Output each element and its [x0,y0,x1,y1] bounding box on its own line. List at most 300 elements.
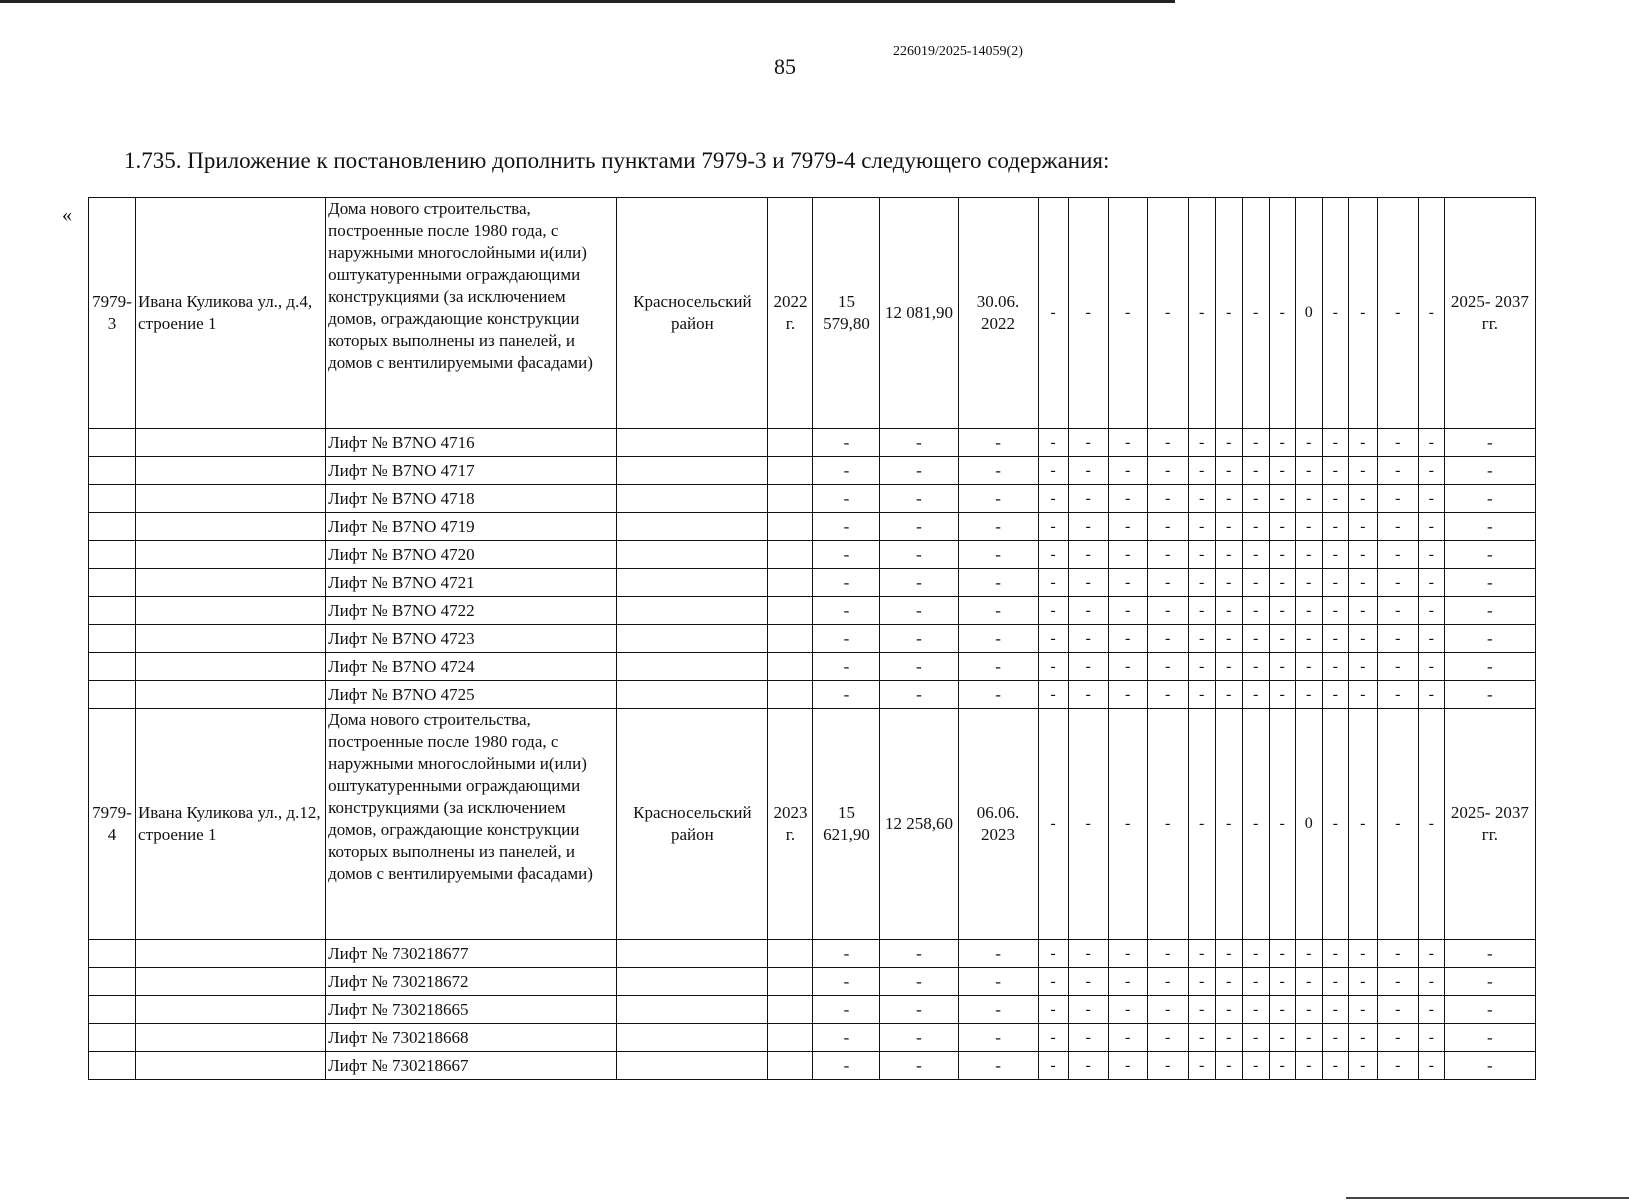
work-type-cell: - [1147,597,1188,625]
work-type-cell: - [1108,597,1147,625]
year-cell [768,429,813,457]
work-type-cell: - [1215,569,1242,597]
date-cell: - [958,681,1038,709]
work-type-cell: - [1418,541,1444,569]
description-cell: Лифт № 730218667 [326,1052,617,1080]
lift-row [89,457,1536,485]
year-cell [768,485,813,513]
district-cell [617,597,768,625]
work-type-cell: - [1418,968,1444,996]
work-type-cell: - [1377,1024,1418,1052]
work-type-cell: - [1108,485,1147,513]
address-cell [136,681,326,709]
lift-row [89,569,1536,597]
work-type-cell: - [1215,485,1242,513]
item-number-cell [89,429,136,457]
work-type-cell: - [1038,485,1068,513]
work-type-cell: - [1108,625,1147,653]
work-type-cell: - [1348,1024,1377,1052]
description-cell: Лифт № B7NO 4716 [326,429,617,457]
work-type-cell: - [1188,457,1215,485]
work-type-cell: - [1377,457,1418,485]
work-type-cell: - [1108,681,1147,709]
description-cell: Лифт № B7NO 4720 [326,541,617,569]
work-type-cell: - [1269,429,1295,457]
work-type-cell: - [1269,457,1295,485]
living-area-cell: - [880,968,958,996]
work-type-cell: - [1295,513,1322,541]
work-type-cell: - [1188,681,1215,709]
work-type-cell: - [1215,653,1242,681]
work-type-cell: - [1322,485,1348,513]
work-type-cell: - [1038,653,1068,681]
work-type-cell: - [1322,996,1348,1024]
address-cell [136,625,326,653]
work-type-cell: - [1188,653,1215,681]
period-cell: 2025- 2037 гг. [1444,709,1535,940]
work-type-cell: - [1068,996,1108,1024]
period-cell: - [1444,940,1535,968]
work-type-cell: - [1038,625,1068,653]
year-cell [768,569,813,597]
work-type-cell: - [1242,541,1269,569]
work-type-cell: - [1068,940,1108,968]
district-cell [617,513,768,541]
district-cell: Красносельский район [617,709,768,940]
work-type-cell: - [1215,513,1242,541]
total-area-cell: - [813,968,880,996]
work-type-cell: - [1322,513,1348,541]
work-type-cell: - [1038,597,1068,625]
total-area-cell: - [813,597,880,625]
work-type-cell: - [1215,681,1242,709]
work-type-cell: - [1377,429,1418,457]
living-area-cell: - [880,541,958,569]
period-cell: - [1444,653,1535,681]
work-type-cell: - [1038,940,1068,968]
work-type-cell: - [1147,457,1188,485]
work-type-cell: - [1295,569,1322,597]
work-type-cell: - [1377,569,1418,597]
work-type-cell: - [1418,709,1444,940]
work-type-cell: - [1147,625,1188,653]
total-area-cell: - [813,429,880,457]
total-area-cell: - [813,996,880,1024]
description-cell: Лифт № B7NO 4717 [326,457,617,485]
date-cell: - [958,968,1038,996]
total-area-cell: - [813,1024,880,1052]
item-number-cell [89,485,136,513]
work-type-cell: - [1188,541,1215,569]
work-type-cell: - [1147,513,1188,541]
living-area-cell: - [880,597,958,625]
work-type-cell: - [1418,681,1444,709]
year-cell: 2022 г. [768,198,813,429]
work-type-cell: - [1188,1024,1215,1052]
work-type-cell: - [1418,996,1444,1024]
opening-quote-mark: « [62,204,72,226]
work-type-cell: - [1068,653,1108,681]
work-type-cell: - [1147,709,1188,940]
work-type-cell: - [1147,681,1188,709]
work-type-cell: - [1348,513,1377,541]
work-type-cell: - [1418,457,1444,485]
period-cell: - [1444,625,1535,653]
work-type-cell: - [1322,198,1348,429]
work-type-cell: - [1348,681,1377,709]
building-row [89,709,1536,940]
work-type-cell: - [1068,597,1108,625]
item-number-cell [89,653,136,681]
work-type-cell: - [1269,198,1295,429]
work-type-cell: - [1215,968,1242,996]
section-heading: 1.735. Приложение к постановлению дополнить пунктами 7979-3 и 7979-4 следующего содержания: [124,148,1110,173]
work-type-cell: - [1242,597,1269,625]
work-type-cell: - [1108,709,1147,940]
work-type-cell: - [1068,709,1108,940]
work-type-cell: - [1377,709,1418,940]
work-type-cell: - [1322,968,1348,996]
living-area-cell: - [880,681,958,709]
address-cell [136,429,326,457]
work-type-cell: - [1038,541,1068,569]
total-area-cell: - [813,681,880,709]
work-type-cell: - [1322,625,1348,653]
work-type-cell: - [1068,485,1108,513]
work-type-cell: - [1038,996,1068,1024]
total-area-cell: - [813,569,880,597]
document-id: 226019/2025-14059(2) [893,44,1023,59]
work-type-cell: - [1242,653,1269,681]
year-cell [768,681,813,709]
year-cell [768,457,813,485]
year-cell [768,996,813,1024]
description-cell: Лифт № 730218665 [326,996,617,1024]
work-type-cell: - [1038,457,1068,485]
work-type-cell: - [1147,1052,1188,1080]
description-cell: Дома нового строительства, построенные после 1980 года, с наружными многослойными и(или) оштукатуренными ограждающими конструкциями (за исключением домов, ограждающие конструкции которых выполнены из панелей, и домов с вентилируемыми фасадами) [326,709,617,940]
work-type-cell: - [1295,1052,1322,1080]
work-type-cell: - [1377,198,1418,429]
work-type-cell: - [1242,485,1269,513]
work-type-cell: - [1188,198,1215,429]
work-type-cell: - [1242,1052,1269,1080]
total-area-cell: - [813,457,880,485]
period-cell: - [1444,541,1535,569]
lift-row [89,597,1536,625]
work-type-cell: - [1038,513,1068,541]
work-type-cell: - [1108,569,1147,597]
work-type-cell: - [1147,569,1188,597]
work-type-cell: - [1215,457,1242,485]
work-type-cell: - [1147,541,1188,569]
work-type-cell: - [1295,597,1322,625]
work-type-cell: - [1215,198,1242,429]
description-cell: Лифт № B7NO 4718 [326,485,617,513]
work-type-cell: - [1418,940,1444,968]
work-type-cell: - [1188,429,1215,457]
lift-row [89,513,1536,541]
item-number-cell: 7979-4 [89,709,136,940]
work-type-cell: - [1377,1052,1418,1080]
date-cell: - [958,625,1038,653]
date-cell: - [958,541,1038,569]
district-cell: Красносельский район [617,198,768,429]
work-type-cell: - [1322,709,1348,940]
work-type-cell: - [1295,653,1322,681]
work-type-cell: - [1215,996,1242,1024]
work-type-cell: - [1038,709,1068,940]
work-type-cell: - [1295,940,1322,968]
description-cell: Лифт № 730218677 [326,940,617,968]
year-cell [768,625,813,653]
year-cell [768,513,813,541]
date-cell: - [958,457,1038,485]
lift-row [89,681,1536,709]
work-type-cell: - [1242,457,1269,485]
work-type-cell: - [1108,940,1147,968]
work-type-cell: - [1038,198,1068,429]
period-cell: - [1444,681,1535,709]
work-type-cell: - [1322,653,1348,681]
work-type-cell: - [1377,541,1418,569]
work-type-cell: - [1038,1024,1068,1052]
work-type-cell: - [1215,1052,1242,1080]
work-type-cell: - [1108,653,1147,681]
work-type-cell: - [1269,513,1295,541]
work-type-cell: - [1215,709,1242,940]
work-type-cell: - [1348,996,1377,1024]
date-cell: - [958,996,1038,1024]
living-area-cell: - [880,1052,958,1080]
building-row [89,198,1536,429]
period-cell: - [1444,597,1535,625]
work-type-cell: - [1188,625,1215,653]
lift-row [89,996,1536,1024]
year-cell: 2023 г. [768,709,813,940]
work-type-cell: - [1147,996,1188,1024]
work-type-cell: - [1188,709,1215,940]
address-cell [136,513,326,541]
work-type-cell: - [1418,429,1444,457]
date-cell: - [958,513,1038,541]
work-type-cell: - [1269,1024,1295,1052]
work-type-cell: - [1068,569,1108,597]
work-type-cell: - [1242,625,1269,653]
work-type-cell: - [1215,541,1242,569]
work-type-cell: - [1269,625,1295,653]
period-cell: - [1444,485,1535,513]
address-cell [136,653,326,681]
work-type-cell: - [1215,429,1242,457]
living-area-cell: - [880,940,958,968]
total-area-cell: - [813,940,880,968]
work-type-cell: - [1068,541,1108,569]
work-type-cell: - [1295,996,1322,1024]
work-type-cell: - [1068,513,1108,541]
work-type-cell: - [1418,569,1444,597]
work-type-cell: - [1418,513,1444,541]
work-type-cell: - [1068,1024,1108,1052]
work-type-cell: - [1242,968,1269,996]
period-cell: - [1444,1024,1535,1052]
lift-row [89,429,1536,457]
work-type-cell: - [1348,709,1377,940]
work-type-cell: - [1269,653,1295,681]
work-type-cell: - [1377,597,1418,625]
date-cell: - [958,1052,1038,1080]
total-area-cell: - [813,625,880,653]
description-cell: Лифт № 730218672 [326,968,617,996]
work-type-cell: - [1242,569,1269,597]
work-type-cell: - [1242,513,1269,541]
item-number-cell [89,625,136,653]
work-type-cell: - [1068,1052,1108,1080]
living-area-cell: - [880,653,958,681]
date-cell: - [958,429,1038,457]
work-type-cell: - [1038,429,1068,457]
address-cell [136,541,326,569]
item-number-cell: 7979-3 [89,198,136,429]
work-type-cell: - [1188,968,1215,996]
item-number-cell [89,996,136,1024]
date-cell: - [958,569,1038,597]
lift-row [89,485,1536,513]
work-type-cell: - [1418,653,1444,681]
address-cell [136,457,326,485]
work-type-cell: - [1269,681,1295,709]
work-type-cell: - [1295,1024,1322,1052]
work-type-cell: - [1242,198,1269,429]
item-number-cell [89,968,136,996]
work-type-cell: - [1215,940,1242,968]
work-type-cell: - [1418,597,1444,625]
total-area-cell: - [813,513,880,541]
district-cell [617,653,768,681]
work-type-cell: - [1188,597,1215,625]
lift-row [89,1052,1536,1080]
work-type-cell: - [1377,653,1418,681]
work-type-cell: - [1108,513,1147,541]
work-type-cell: - [1269,541,1295,569]
district-cell [617,681,768,709]
work-type-cell: - [1269,485,1295,513]
period-cell: - [1444,996,1535,1024]
address-cell [136,996,326,1024]
work-type-cell: - [1147,198,1188,429]
work-type-cell: 0 [1295,198,1322,429]
work-type-cell: - [1269,940,1295,968]
work-type-cell: - [1068,968,1108,996]
work-type-cell: - [1188,940,1215,968]
address-cell: Ивана Куликова ул., д.4, строение 1 [136,198,326,429]
work-type-cell: - [1348,429,1377,457]
work-type-cell: - [1348,625,1377,653]
bottom-border-line [1346,1197,1629,1199]
living-area-cell: - [880,457,958,485]
work-type-cell: - [1242,1024,1269,1052]
year-cell [768,1052,813,1080]
living-area-cell: - [880,485,958,513]
total-area-cell: - [813,485,880,513]
work-type-cell: - [1269,709,1295,940]
work-type-cell: - [1188,996,1215,1024]
work-type-cell: - [1269,569,1295,597]
lift-row [89,940,1536,968]
work-type-cell: - [1418,485,1444,513]
period-cell: 2025- 2037 гг. [1444,198,1535,429]
work-type-cell: - [1322,541,1348,569]
address-cell [136,1024,326,1052]
period-cell: - [1444,569,1535,597]
work-type-cell: - [1322,429,1348,457]
work-type-cell: - [1322,681,1348,709]
item-number-cell [89,457,136,485]
work-type-cell: - [1322,569,1348,597]
date-cell: 30.06. 2022 [958,198,1038,429]
work-type-cell: - [1377,968,1418,996]
year-cell [768,541,813,569]
lift-row [89,541,1536,569]
work-type-cell: - [1377,485,1418,513]
work-type-cell: - [1147,429,1188,457]
work-type-cell: - [1377,513,1418,541]
date-cell: - [958,940,1038,968]
work-type-cell: - [1188,485,1215,513]
work-type-cell: - [1322,597,1348,625]
period-cell: - [1444,457,1535,485]
work-type-cell: - [1147,968,1188,996]
period-cell: - [1444,429,1535,457]
address-cell [136,968,326,996]
item-number-cell [89,1024,136,1052]
work-type-cell: - [1348,940,1377,968]
work-type-cell: - [1418,1024,1444,1052]
lift-row [89,653,1536,681]
district-cell [617,940,768,968]
period-cell: - [1444,968,1535,996]
work-type-cell: - [1295,681,1322,709]
date-cell: - [958,485,1038,513]
work-type-cell: - [1418,198,1444,429]
item-number-cell [89,681,136,709]
work-type-cell: - [1322,940,1348,968]
date-cell: - [958,1024,1038,1052]
work-type-cell: - [1068,625,1108,653]
item-number-cell [89,940,136,968]
work-type-cell: - [1348,597,1377,625]
year-cell [768,597,813,625]
description-cell: Лифт № B7NO 4719 [326,513,617,541]
work-type-cell: - [1348,968,1377,996]
work-type-cell: - [1242,709,1269,940]
work-type-cell: - [1322,1024,1348,1052]
top-border-line [0,0,1175,3]
date-cell: - [958,597,1038,625]
living-area-cell: - [880,429,958,457]
work-type-cell: - [1418,625,1444,653]
work-type-cell: - [1322,1052,1348,1080]
item-number-cell [89,513,136,541]
work-type-cell: - [1038,1052,1068,1080]
district-cell [617,569,768,597]
period-cell: - [1444,513,1535,541]
item-number-cell [89,1052,136,1080]
work-type-cell: - [1377,940,1418,968]
work-type-cell: - [1215,597,1242,625]
work-type-cell: - [1038,968,1068,996]
lift-row [89,625,1536,653]
